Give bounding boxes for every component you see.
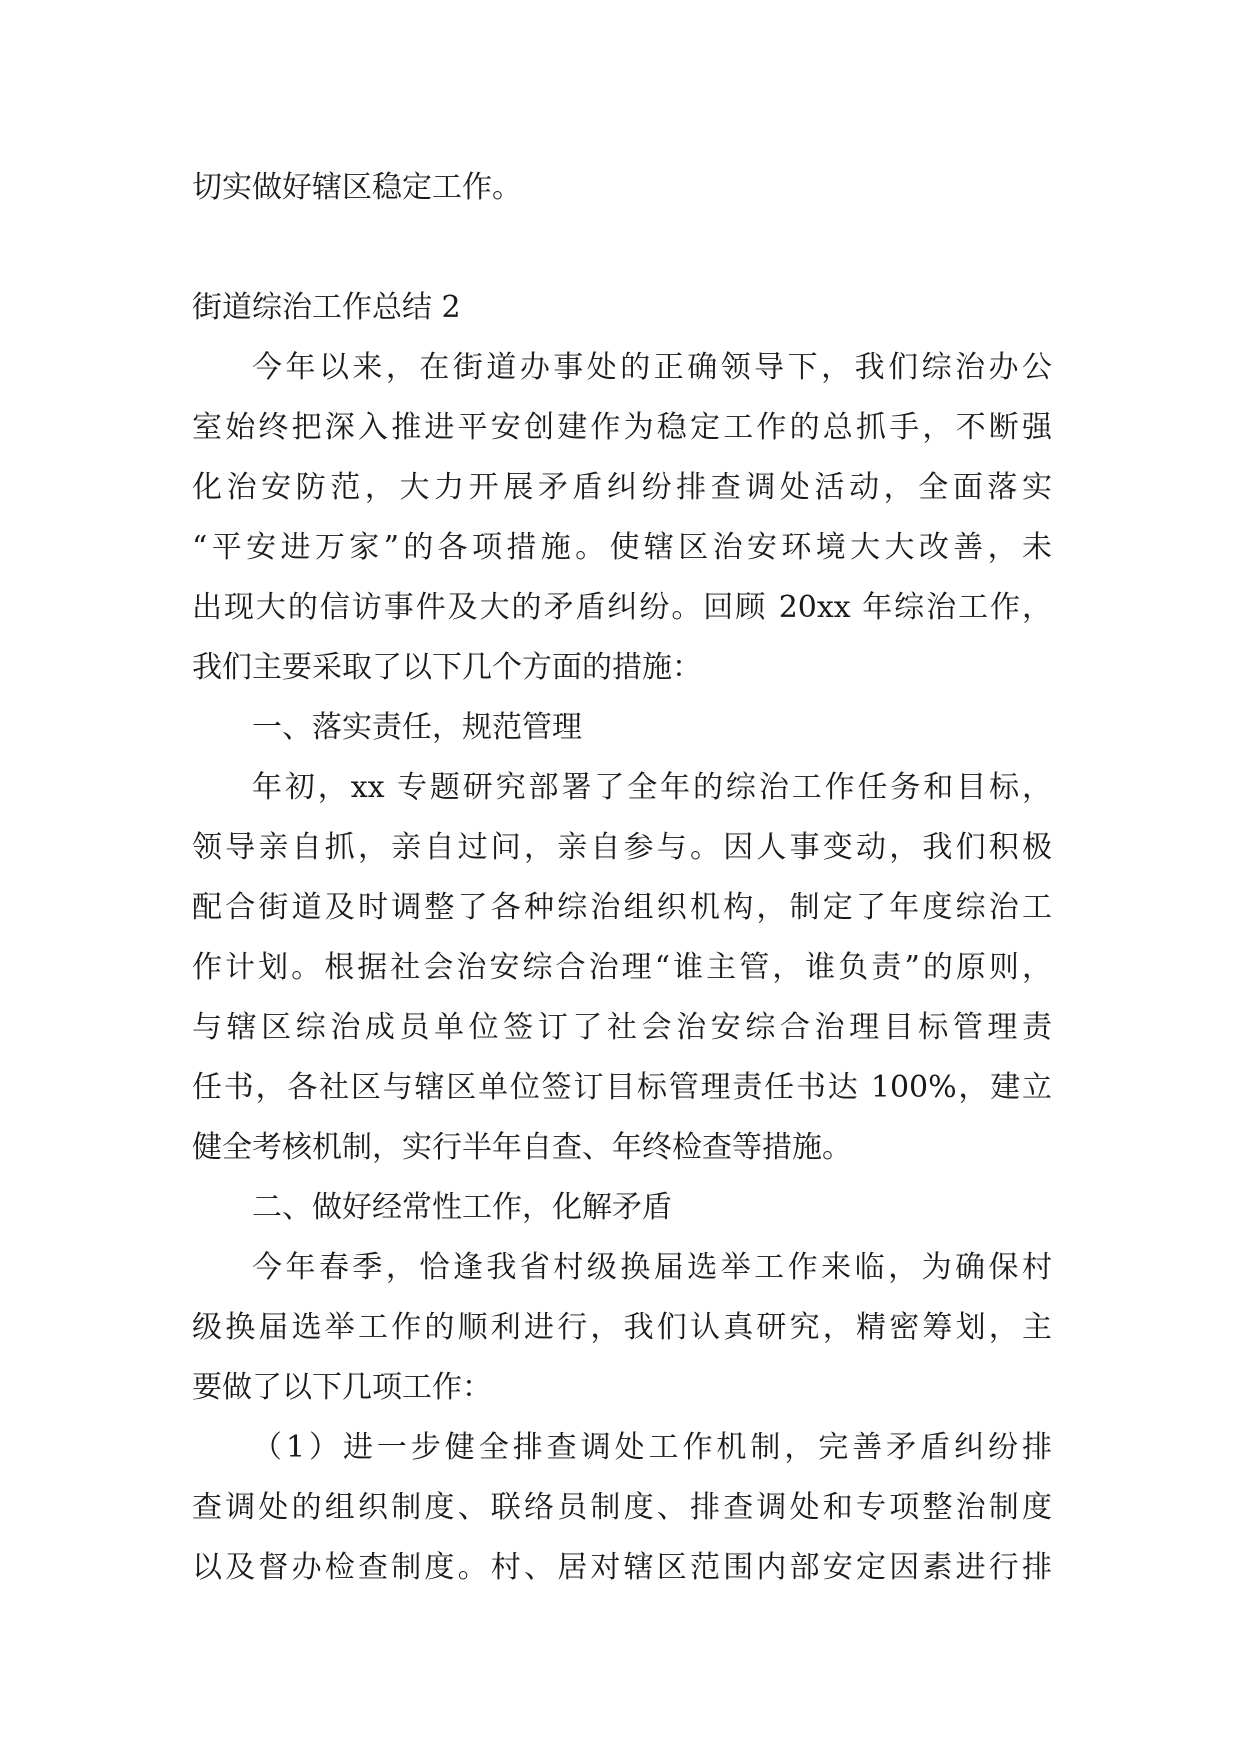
paragraph-line-16: 级换届选举工作的顺利进行，我们认真研究，精密筹划，主 xyxy=(192,1310,1052,1345)
paragraph-line-17: 要做了以下几项工作： xyxy=(192,1370,492,1405)
paragraph-line-12: 与辖区综治成员单位签订了社会治安综合治理目标管理责 xyxy=(192,1010,1052,1045)
paragraph-line-1: 切实做好辖区稳定工作。 xyxy=(192,170,522,205)
paragraph-line-2: 今年以来，在街道办事处的正确领导下，我们综治办公 xyxy=(252,350,1052,385)
section-title: 街道综治工作总结 2 xyxy=(192,290,461,325)
paragraph-line-5: “平安进万家”的各项措施。使辖区治安环境大大改善，未 xyxy=(192,530,1052,565)
paragraph-line-6: 出现大的信访事件及大的矛盾纠纷。回顾 20xx 年综治工作， xyxy=(192,590,1052,625)
paragraph-line-10: 配合街道及时调整了各种综治组织机构，制定了年度综治工 xyxy=(192,890,1052,925)
paragraph-line-15: 今年春季，恰逢我省村级换届选举工作来临，为确保村 xyxy=(252,1250,1052,1285)
paragraph-line-8: 年初，xx 专题研究部署了全年的综治工作任务和目标， xyxy=(252,770,1052,805)
document-body xyxy=(192,158,1052,1598)
paragraph-line-9: 领导亲自抓，亲自过问，亲自参与。因人事变动，我们积极 xyxy=(192,830,1052,865)
paragraph-line-4: 化治安防范，大力开展矛盾纠纷排查调处活动，全面落实 xyxy=(192,470,1052,505)
list-item-1-line-2: 查调处的组织制度、联络员制度、排查调处和专项整治制度 xyxy=(192,1490,1052,1525)
heading-one: 一、落实责任，规范管理 xyxy=(252,710,582,745)
paragraph-line-14: 健全考核机制，实行半年自查、年终检查等措施。 xyxy=(192,1130,852,1165)
blank-line xyxy=(192,218,1052,278)
paragraph-line-11: 作计划。根据社会治安综合治理“谁主管，谁负责”的原则， xyxy=(192,950,1052,985)
list-item-1-line-1: （1）进一步健全排查调处工作机制，完善矛盾纠纷排 xyxy=(252,1430,1052,1465)
paragraph-line-13: 任书，各社区与辖区单位签订目标管理责任书达 100%，建立 xyxy=(192,1070,1052,1105)
paragraph-line-3: 室始终把深入推进平安创建作为稳定工作的总抓手，不断强 xyxy=(192,410,1052,445)
paragraph-line-7: 我们主要采取了以下几个方面的措施： xyxy=(192,650,702,685)
list-item-1-line-3: 以及督办检查制度。村、居对辖区范围内部安定因素进行排 xyxy=(192,1550,1052,1585)
heading-two: 二、做好经常性工作，化解矛盾 xyxy=(252,1190,672,1225)
